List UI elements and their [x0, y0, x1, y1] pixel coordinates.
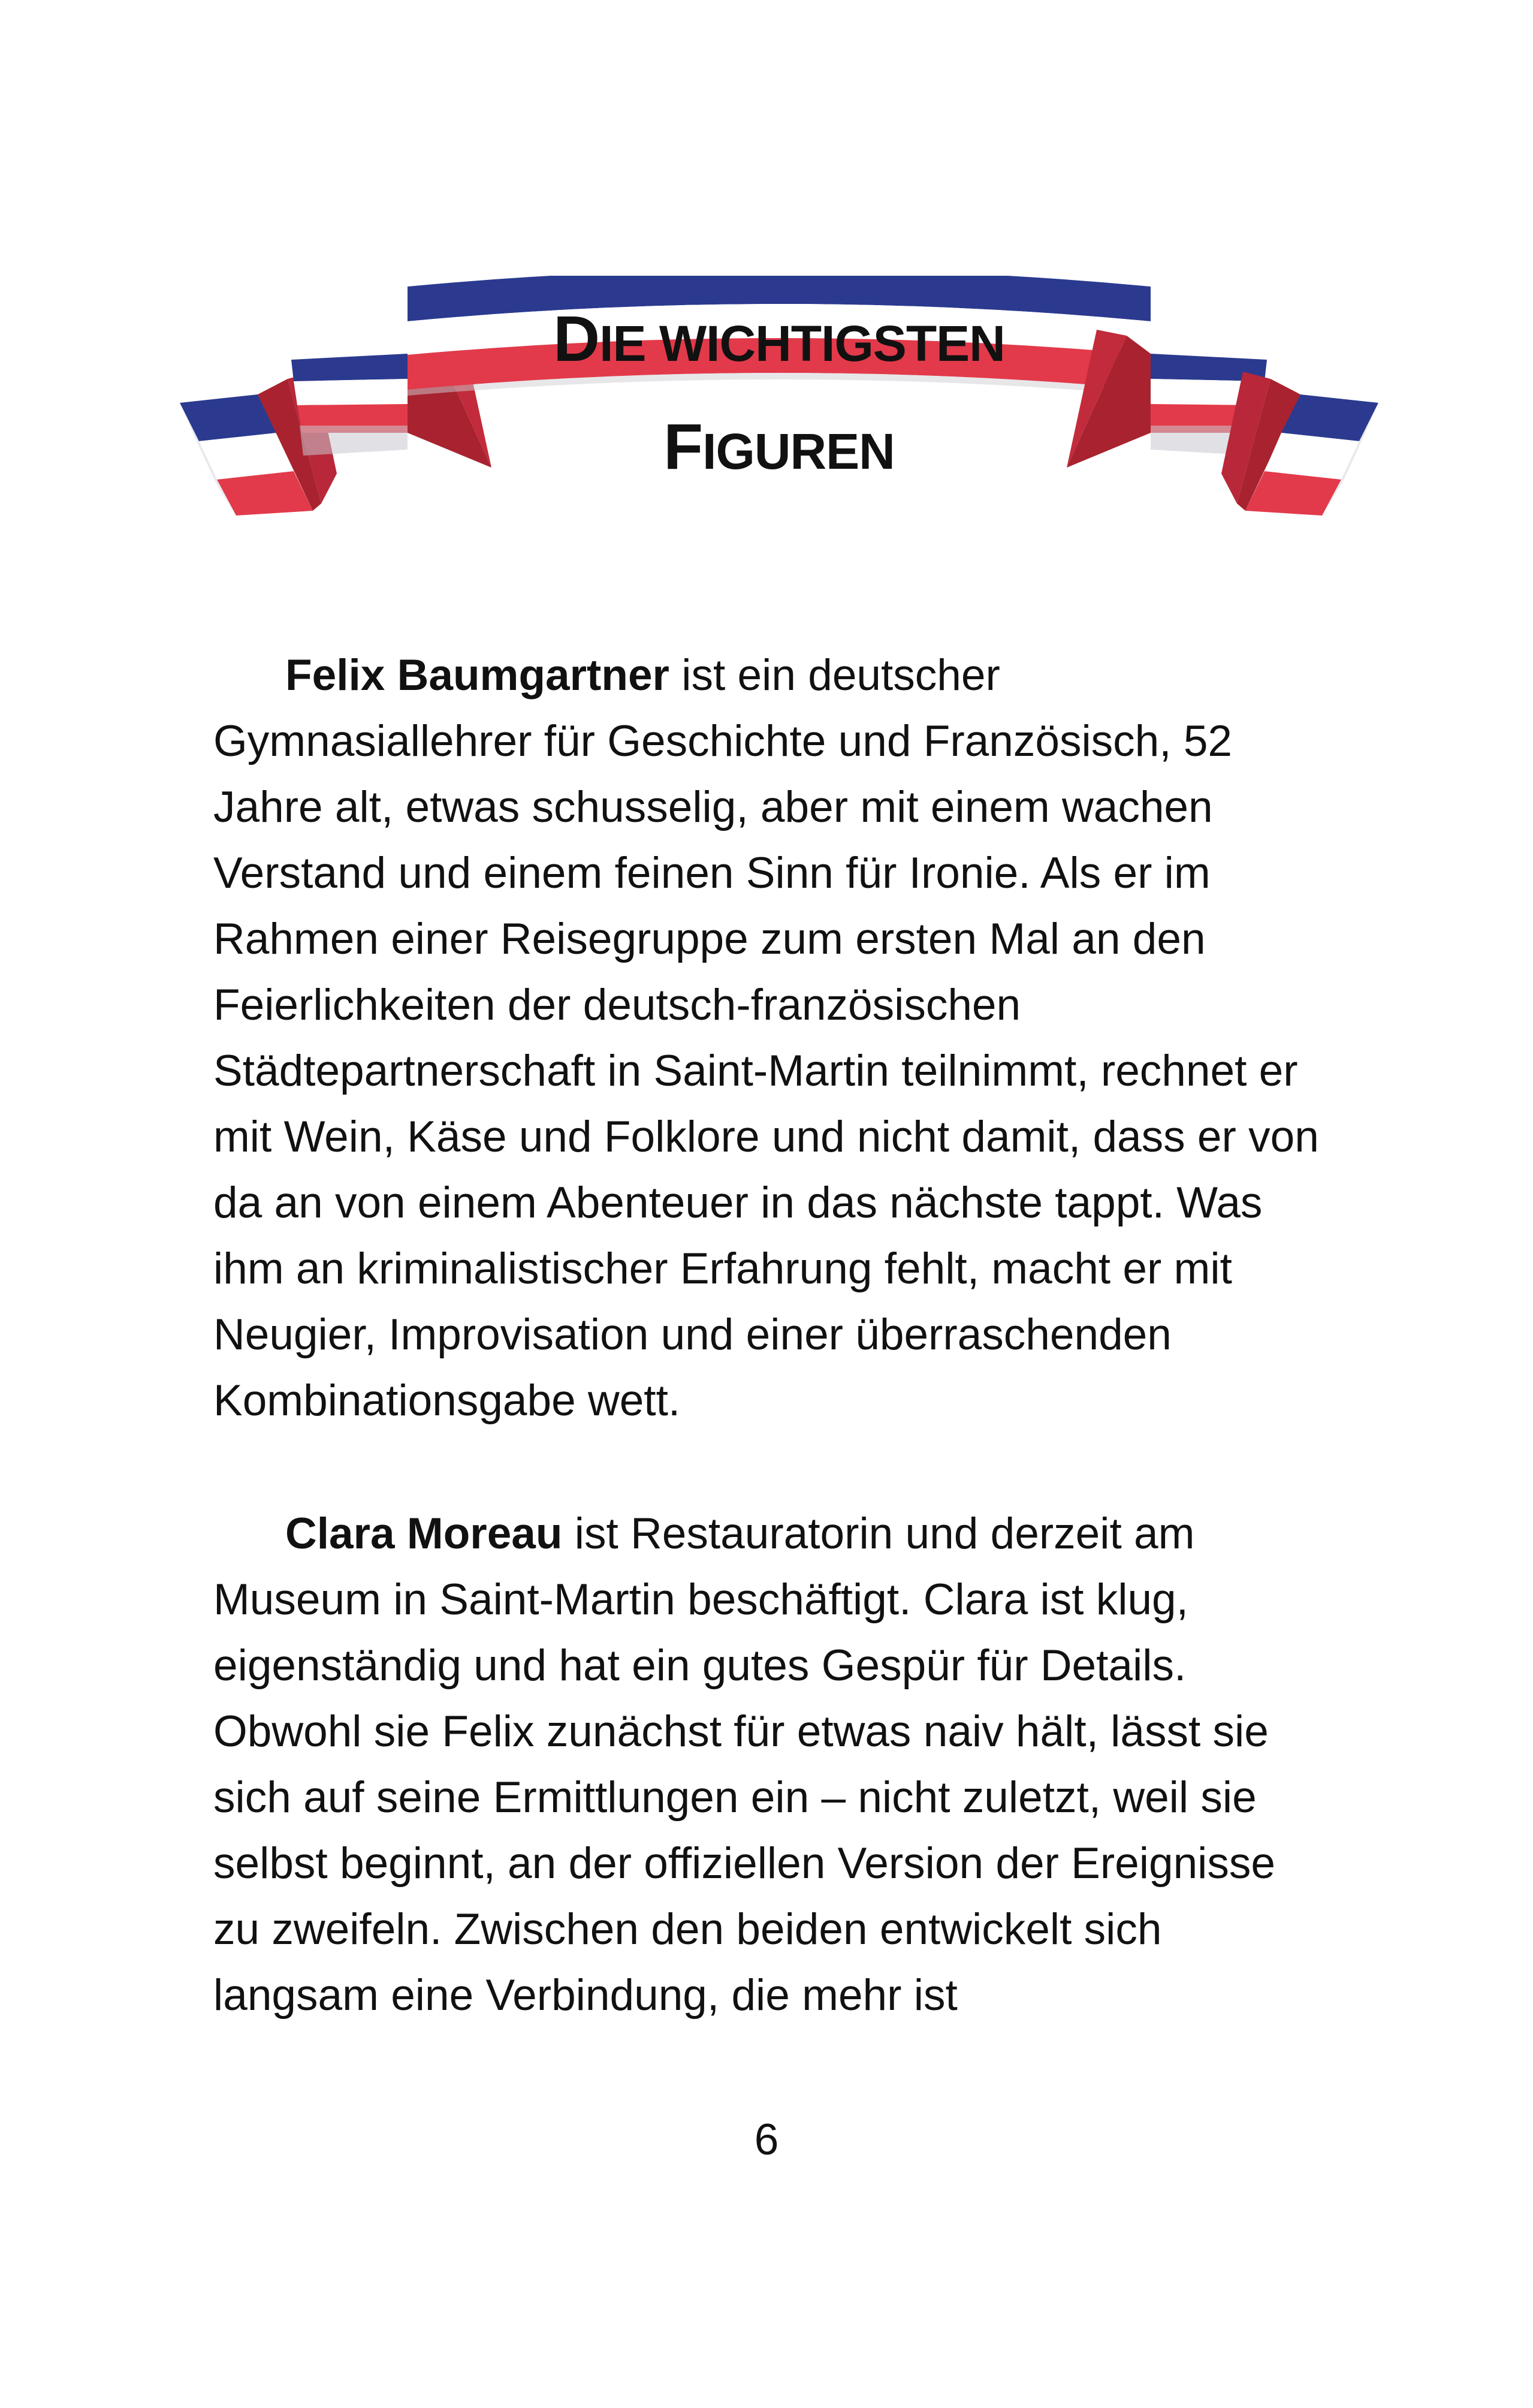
- character-description: ist ein deutscher Gymnasiallehrer für Geschichte und Französisch, 52 Jahre alt, etwas schusselig, aber mit einem wachen Verstand und einem feinen Sinn für Ironie. Als er im Rahmen einer Reisegruppe zum ersten Mal an den Feierlichkeiten der deutsch-französischen Städtepartnerschaft in Saint-Martin teilnimmt, rechnet er mit Wein, Käse und Folklore und nicht damit, dass er von da an von einem Abenteuer in das nächste tappt. Was ihm an kriminalistischer Erfahrung fehlt, macht er mit Neugier, Improvisation und einer überraschenden Kombinationsgabe wett.: [213, 651, 1319, 1425]
- title-rest-line-2: IGUREN: [702, 423, 895, 480]
- title-initial-d: D: [553, 302, 600, 375]
- title-rest-line-1: IE WICHTIGSTEN: [599, 315, 1005, 372]
- page-body: [213, 643, 1328, 2029]
- character-name: Felix Baumgartner: [285, 651, 669, 700]
- chapter-header-banner: [180, 276, 1378, 551]
- character-paragraph-clara: [213, 1501, 1328, 2029]
- character-description: ist Restauratorin und derzeit am Museum in Saint-Martin beschäftigt. Clara ist klug, eigenständig und hat ein gutes Gespür für Details. Obwohl sie Felix zunächst für etwas naiv hält, lässt sie sich auf seine Ermittlungen ein – nicht zuletzt, weil sie selbst beginnt, an der offiziellen Version der Ereignisse zu zweifeln. Zwischen den beiden entwickelt sich langsam eine Verbindung, die mehr ist: [213, 1509, 1275, 2020]
- character-name: Clara Moreau: [285, 1509, 563, 1558]
- chapter-title-line-1: [180, 301, 1378, 376]
- title-initial-f: F: [663, 410, 703, 483]
- chapter-title: [180, 276, 1378, 551]
- chapter-title-line-2: [180, 409, 1378, 484]
- page-number: 6: [754, 2115, 779, 2164]
- character-paragraph-felix: [213, 643, 1328, 1434]
